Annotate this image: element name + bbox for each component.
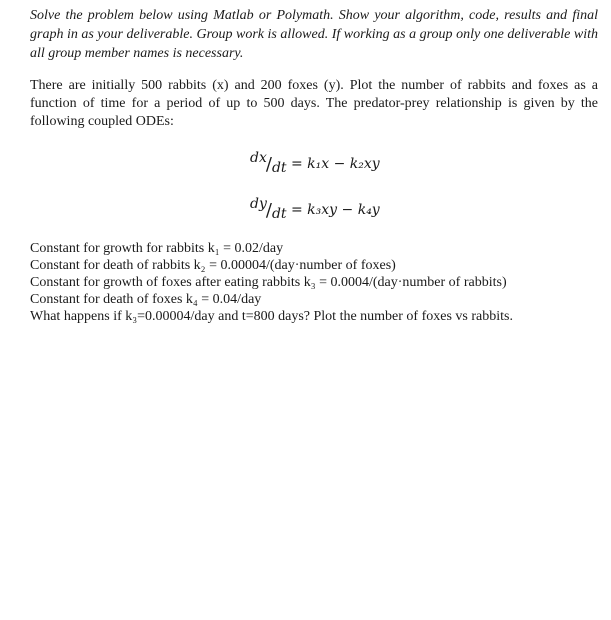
fox-ode-equation: dy/dt = k₃xy − k₄y bbox=[250, 196, 380, 222]
constants-list bbox=[30, 240, 598, 325]
problem-statement: There are initially 500 rabbits (x) and 200 foxes (y). Plot the number of rabbits and foxes as a function of time for a period of up to 500 days. The predator-prey relationship is given by the following coupled ODEs: bbox=[30, 78, 598, 129]
rabbit-ode-rhs: = k₁x − k₂xy bbox=[290, 156, 380, 172]
constant-k4: Constant for death of foxes k₄ = 0.04/day bbox=[30, 292, 262, 307]
constant-k1: Constant for growth for rabbits k₁ = 0.02/day bbox=[30, 241, 284, 256]
rabbit-ode-numerator: dx bbox=[250, 150, 267, 166]
fox-ode-numerator: dy bbox=[250, 196, 267, 212]
fox-ode-denominator: dt bbox=[271, 206, 287, 222]
constant-k3: Constant for growth of foxes after eating rabbits k₃ = 0.0004/(day·number of rabbits) bbox=[30, 275, 507, 290]
constant-k2: Constant for death of rabbits k₂ = 0.00004/(day·number of foxes) bbox=[30, 258, 396, 273]
fox-ode-rhs: = k₃xy − k₄y bbox=[291, 202, 380, 218]
rabbit-ode-denominator: dt bbox=[271, 160, 287, 176]
rabbit-ode-equation: dx/dt = k₁x − k₂xy bbox=[250, 150, 380, 176]
follow-up-question: What happens if k₃=0.00004/day and t=800 days? Plot the number of foxes vs rabbits. bbox=[30, 309, 513, 324]
instructions-paragraph: Solve the problem below using Matlab or Polymath. Show your algorithm, code, results and final graph in as your deliverable. Group work is allowed. If working as a group only one deliverable with all group member names is necessary. bbox=[30, 8, 598, 61]
